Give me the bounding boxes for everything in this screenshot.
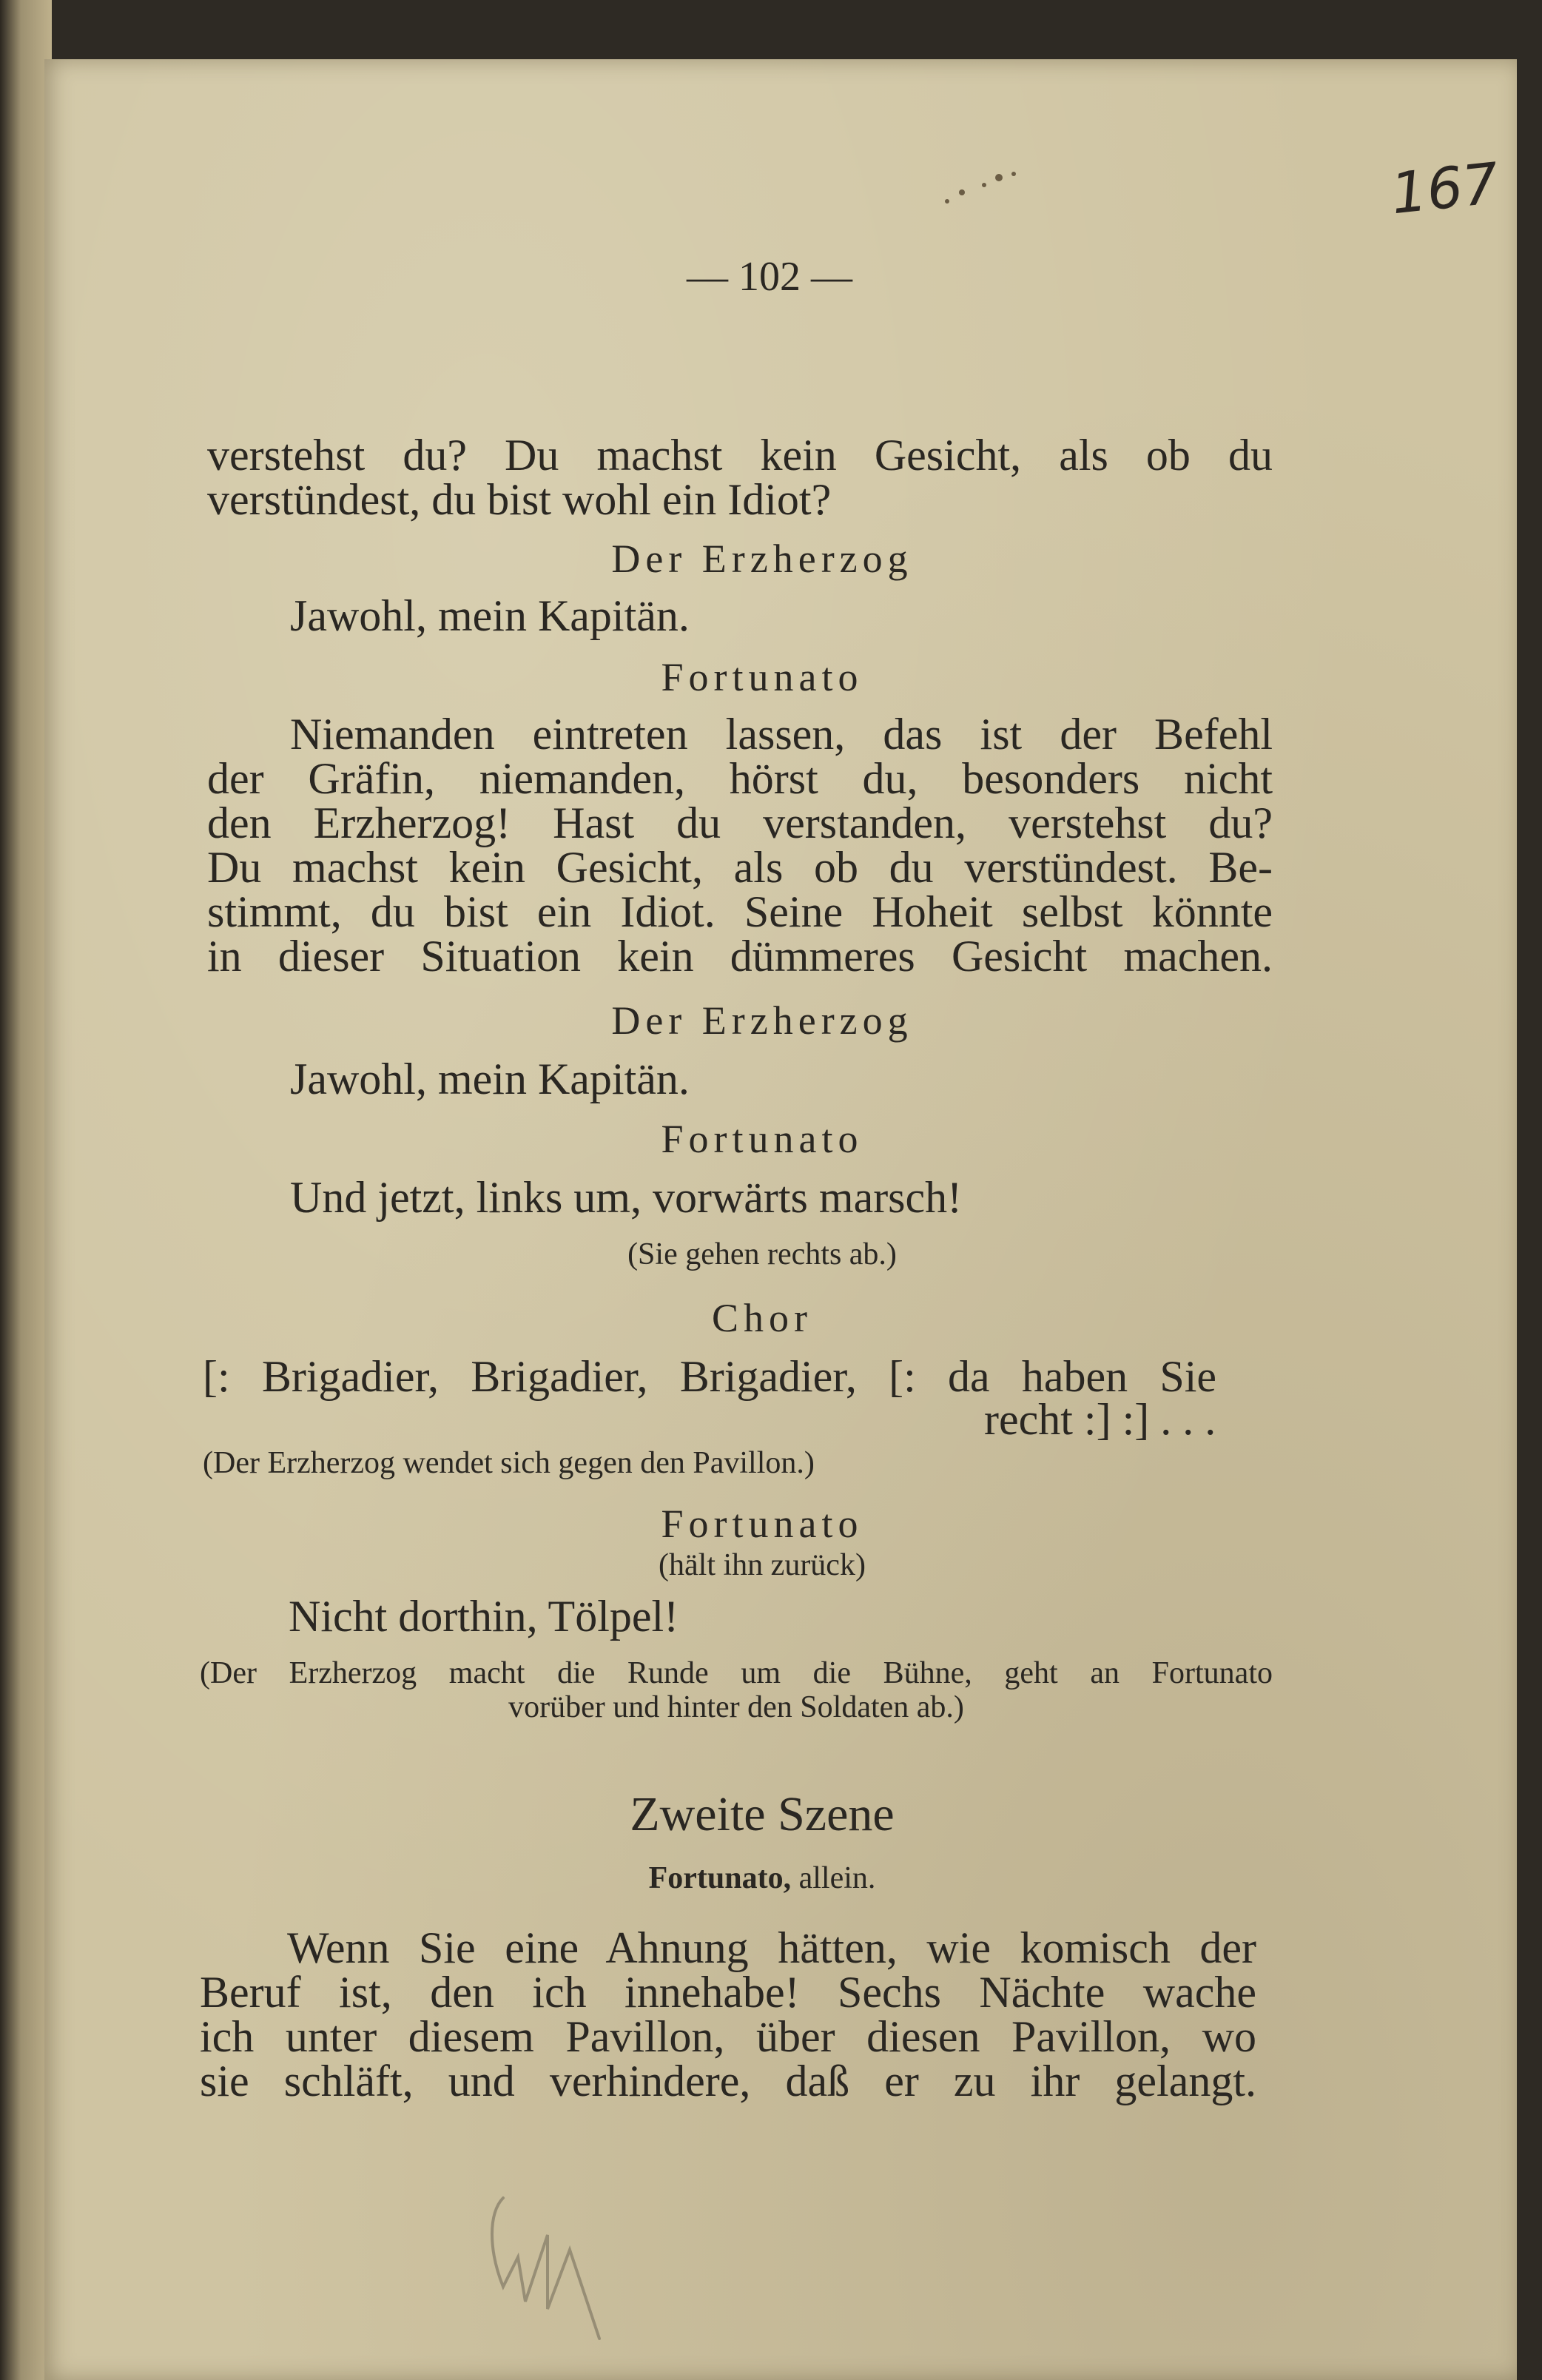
- text-line: den Erzherzog! Hast du verstanden, verstehst du?: [207, 799, 1273, 847]
- text-line: sie schläft, und verhindere, daß er zu ihr gelangt.: [200, 2057, 1256, 2105]
- speaker-name: Der Erzherzog: [611, 998, 913, 1043]
- text-line: Jawohl, mein Kapitän.: [290, 591, 690, 640]
- scene-note: allein.: [798, 1861, 876, 1895]
- speaker-name: Fortunato: [661, 1502, 863, 1546]
- text-line: in dieser Situation kein dümmeres Gesicht machen.: [207, 932, 1273, 981]
- text-line: verstehst du? Du machst kein Gesicht, als ob du: [207, 431, 1273, 480]
- stage-direction: (hält ihn zurück): [659, 1548, 866, 1582]
- ink-specks: [932, 155, 1051, 215]
- text-line: Beruf ist, den ich innehabe! Sechs Nächte wache: [200, 1968, 1256, 2017]
- scene-heading: Zweite Szene: [630, 1787, 895, 1841]
- text-line: Du machst kein Gesicht, als ob du verstündest. Be-: [207, 843, 1273, 892]
- stage-direction: (Sie gehen rechts ab.): [627, 1237, 897, 1271]
- stage-direction: vorüber und hinter den Soldaten ab.): [508, 1690, 964, 1724]
- book-page: [44, 59, 1517, 2380]
- text-line: recht :] :] . . .: [984, 1395, 1216, 1444]
- stage-direction: (Der Erzherzog macht die Runde um die Bühne, geht an Fortunato: [200, 1656, 1273, 1690]
- speaker-name: Der Erzherzog: [611, 537, 913, 581]
- scene-subheading: [444, 1860, 1080, 1896]
- text-line: der Gräfin, niemanden, hörst du, besonders nicht: [207, 754, 1273, 803]
- text-line: Wenn Sie eine Ahnung hätten, wie komisch der: [287, 1923, 1256, 1972]
- text-line: verstündest, du bist wohl ein Idiot?: [207, 475, 832, 524]
- pencil-mark-scribble: [459, 2168, 651, 2361]
- text-line: ich unter diesem Pavillon, über diesen Pavillon, wo: [200, 2012, 1256, 2061]
- text-line: [: Brigadier, Brigadier, Brigadier, [: da haben Sie: [203, 1352, 1216, 1401]
- page-number: — 102 —: [687, 254, 852, 300]
- speaker-name: Fortunato: [661, 1117, 863, 1161]
- archive-page-number: 167: [1387, 149, 1502, 227]
- text-line: Und jetzt, links um, vorwärts marsch!: [290, 1173, 963, 1222]
- stage-direction: (Der Erzherzog wendet sich gegen den Pavillon.): [203, 1446, 815, 1480]
- text-line: stimmt, du bist ein Idiot. Seine Hoheit selbst könnte: [207, 887, 1273, 936]
- speaker-name: Fortunato: [661, 655, 863, 699]
- speaker-name: Chor: [712, 1296, 812, 1340]
- text-line: Niemanden eintreten lassen, das ist der Befehl: [290, 710, 1273, 759]
- text-line: Jawohl, mein Kapitän.: [290, 1055, 690, 1103]
- scene-character: Fortunato,: [648, 1861, 792, 1895]
- text-line: Nicht dorthin, Tölpel!: [289, 1592, 679, 1641]
